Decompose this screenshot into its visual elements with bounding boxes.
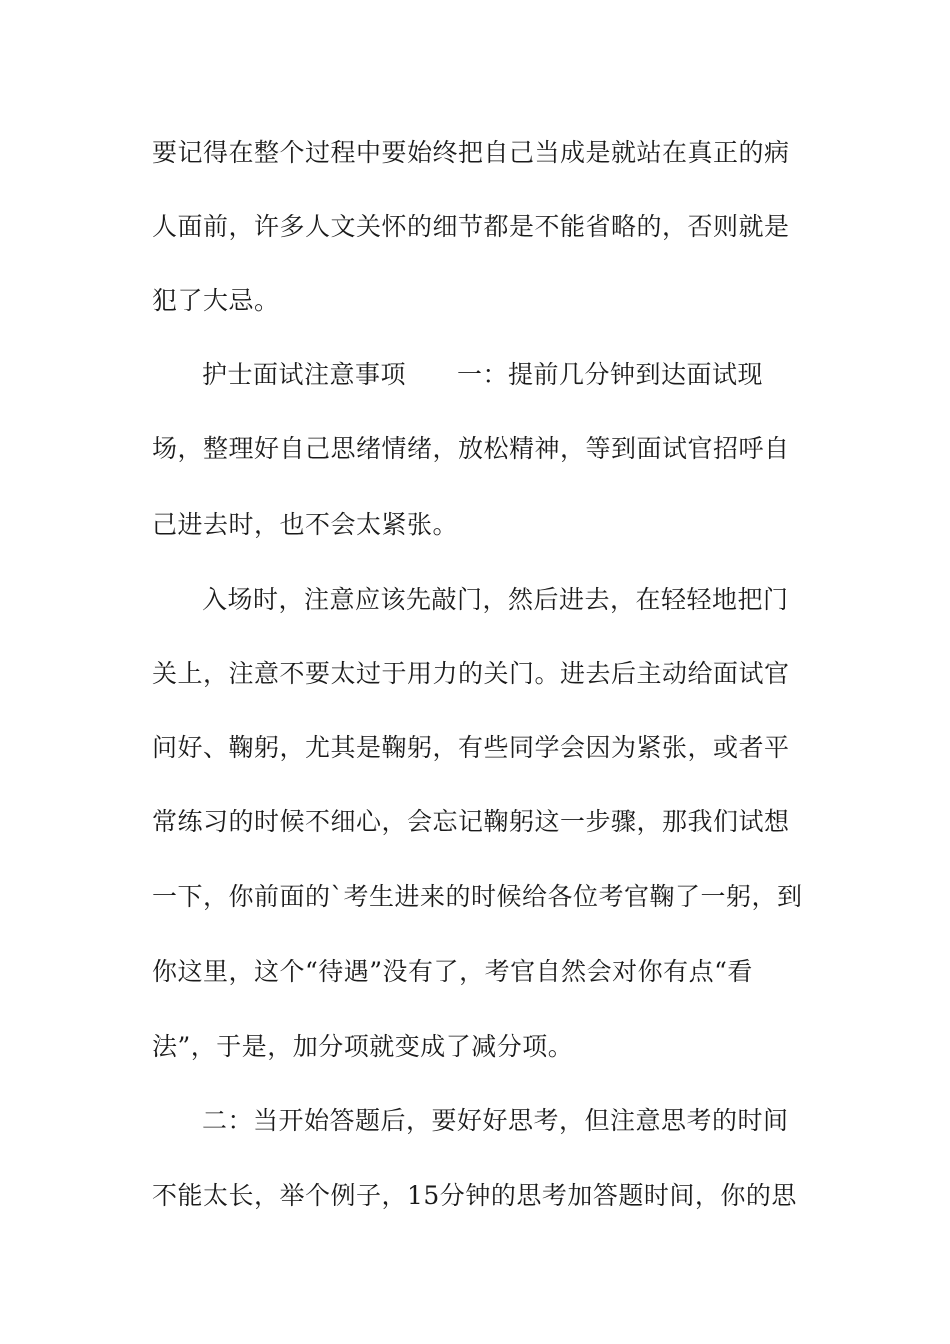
text-line-11: 一下，你前面的`考生进来的时候给各位考官鞠了一躬，到 (152, 882, 803, 911)
text-line-15: 不能太长，举个例子，15分钟的思考加答题时间，你的思 (152, 1181, 797, 1210)
text-line-3: 犯了大忌。 (152, 286, 280, 315)
text-line-7: 入场时，注意应该先敲门，然后进去，在轻轻地把门 (202, 585, 789, 614)
text-line-5: 场，整理好自己思绪情绪，放松精神，等到面试官招呼自 (152, 434, 790, 463)
text-line-12: 你这里，这个“待遇”没有了，考官自然会对你有点“看 (152, 957, 753, 986)
text-line-1: 要记得在整个过程中要始终把自己当成是就站在真正的病 (152, 138, 790, 167)
text-line-10: 常练习的时候不细心，会忘记鞠躬这一步骤，那我们试想 (152, 807, 790, 836)
text-line-9: 问好、鞠躬，尤其是鞠躬，有些同学会因为紧张，或者平 (152, 733, 790, 762)
text-line-14: 二：当开始答题后，要好好思考，但注意思考的时间 (202, 1106, 789, 1135)
text-line-13: 法”，于是，加分项就变成了减分项。 (152, 1032, 574, 1061)
text-line-4: 护士面试注意事项 一：提前几分钟到达面试现 (202, 360, 764, 389)
text-line-8: 关上，注意不要太过于用力的关门。进去后主动给面试官 (152, 659, 790, 688)
text-line-2: 人面前，许多人文关怀的细节都是不能省略的，否则就是 (152, 212, 790, 241)
text-line-6: 己进去时，也不会太紧张。 (152, 510, 459, 539)
